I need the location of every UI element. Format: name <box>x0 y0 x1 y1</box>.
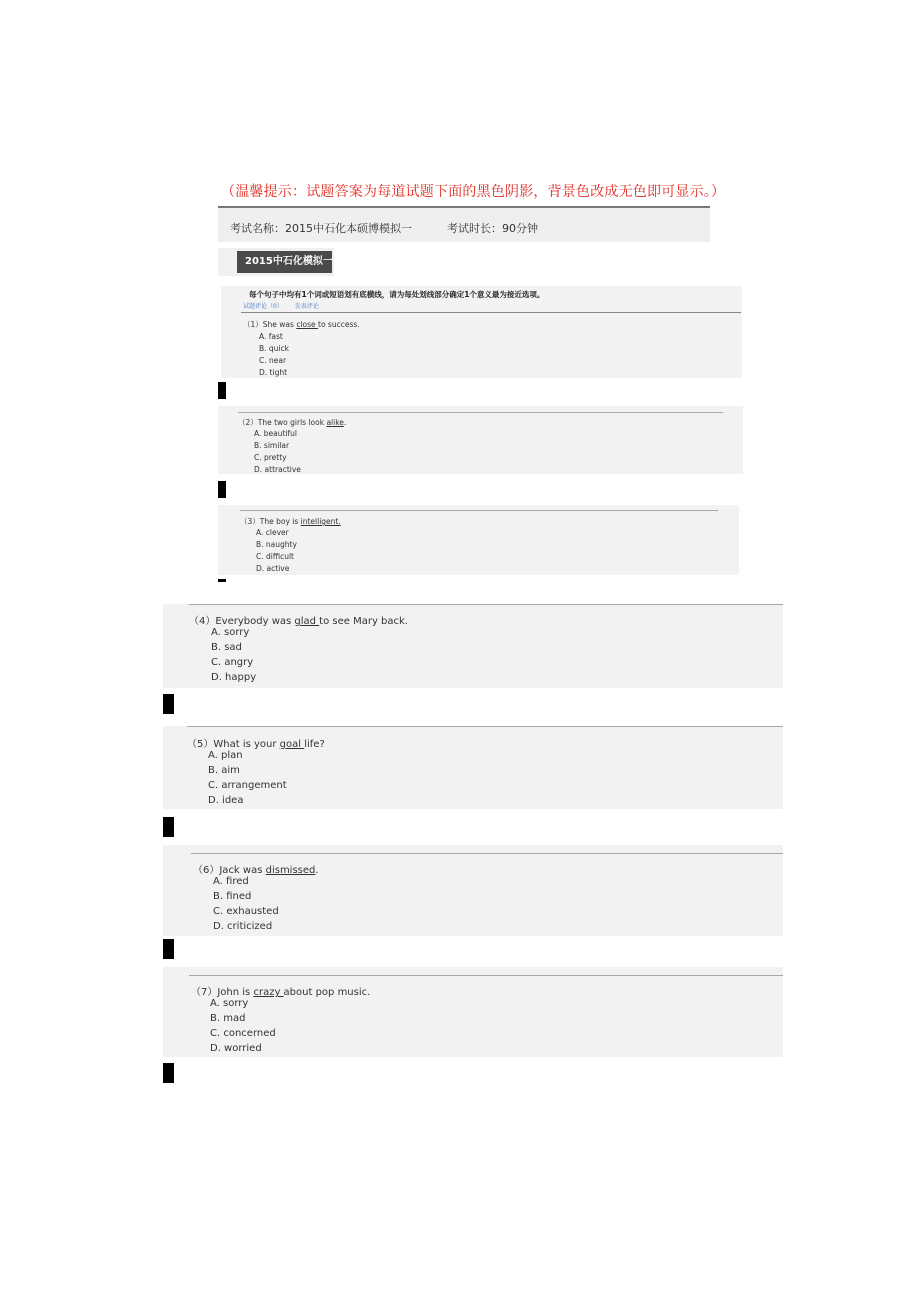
option[interactable]: D. worried <box>210 1043 262 1054</box>
question-text-1: （1）She was close to success. <box>243 320 360 329</box>
answer-shadow-4 <box>163 694 174 714</box>
question-panel-5 <box>163 726 783 809</box>
answer-shadow-6 <box>163 939 174 959</box>
option[interactable]: B. quick <box>259 344 289 353</box>
divider <box>240 510 718 511</box>
answer-shadow-5 <box>163 817 174 837</box>
divider <box>238 412 723 413</box>
question-text-7: （7）John is crazy about pop music. <box>191 987 371 998</box>
instruction-text: 每个句子中均有1个词或短语划有底横线，请为每处划线部分确定1个意义最为接近选项。 <box>249 290 545 299</box>
option[interactable]: A. fired <box>213 876 249 887</box>
divider <box>189 975 783 976</box>
option[interactable]: C. angry <box>211 657 254 668</box>
question-text-6: （6）Jack was dismissed. <box>193 865 319 876</box>
option[interactable]: C. difficult <box>256 552 295 561</box>
option[interactable]: B. sad <box>211 642 242 653</box>
option[interactable]: A. sorry <box>211 627 250 638</box>
option[interactable]: D. happy <box>211 672 257 683</box>
option[interactable]: D. attractive <box>254 465 301 474</box>
option[interactable]: C. pretty <box>254 453 287 462</box>
tab-exam[interactable]: 2015中石化模拟一 <box>237 251 332 273</box>
answer-shadow-2 <box>218 481 226 498</box>
question-text-5: （5）What is your goal life? <box>187 739 325 750</box>
question-panel-6 <box>163 845 783 936</box>
question-panel-3 <box>218 505 739 575</box>
divider <box>187 726 783 727</box>
option[interactable]: C. near <box>259 356 287 365</box>
divider <box>191 853 783 854</box>
comment-links <box>243 301 331 310</box>
option[interactable]: B. naughty <box>256 540 297 549</box>
option[interactable]: C. concerned <box>210 1028 276 1039</box>
option[interactable]: A. clever <box>256 528 289 537</box>
option[interactable]: C. exhausted <box>213 906 279 917</box>
question-text-2: （2）The two girls look alike. <box>238 418 347 427</box>
post-comment-link[interactable]: 发表评论 <box>294 303 319 310</box>
question-panel-1 <box>221 286 742 378</box>
exam-info-bar <box>218 206 710 242</box>
answer-shadow-7 <box>163 1063 174 1083</box>
option[interactable]: A. plan <box>208 750 243 761</box>
option[interactable]: D. active <box>256 564 290 573</box>
option[interactable]: D. idea <box>208 795 244 806</box>
answer-shadow-3 <box>218 579 226 582</box>
divider <box>189 604 783 605</box>
exam-tab-bar <box>218 248 334 276</box>
option[interactable]: A. fast <box>259 332 283 341</box>
question-panel-2 <box>218 406 743 474</box>
option[interactable]: B. mad <box>210 1013 246 1024</box>
question-panel-7 <box>163 967 783 1057</box>
question-text-4: （4）Everybody was glad to see Mary back. <box>189 616 408 627</box>
exam-name: 考试名称：2015中石化本硕博模拟一 <box>230 222 412 235</box>
option[interactable]: B. similar <box>254 441 290 450</box>
answer-shadow-1 <box>218 382 226 399</box>
option[interactable]: D. criticized <box>213 921 273 932</box>
option[interactable]: C. arrangement <box>208 780 287 791</box>
option[interactable]: B. aim <box>208 765 240 776</box>
option[interactable]: A. beautiful <box>254 429 297 438</box>
exam-duration: 考试时长：90分钟 <box>447 222 538 235</box>
comments-link[interactable]: 试题评论（0） <box>243 303 283 310</box>
divider <box>241 312 741 313</box>
question-text-3: （3）The boy is intelligent. <box>240 517 341 526</box>
option[interactable]: D. tight <box>259 368 288 377</box>
option[interactable]: B. fined <box>213 891 252 902</box>
option[interactable]: A. sorry <box>210 998 249 1009</box>
answer-tip: （温馨提示：试题答案为每道试题下面的黑色阴影，背景色改成无色即可显示。） <box>221 184 726 200</box>
question-panel-4 <box>163 604 783 688</box>
